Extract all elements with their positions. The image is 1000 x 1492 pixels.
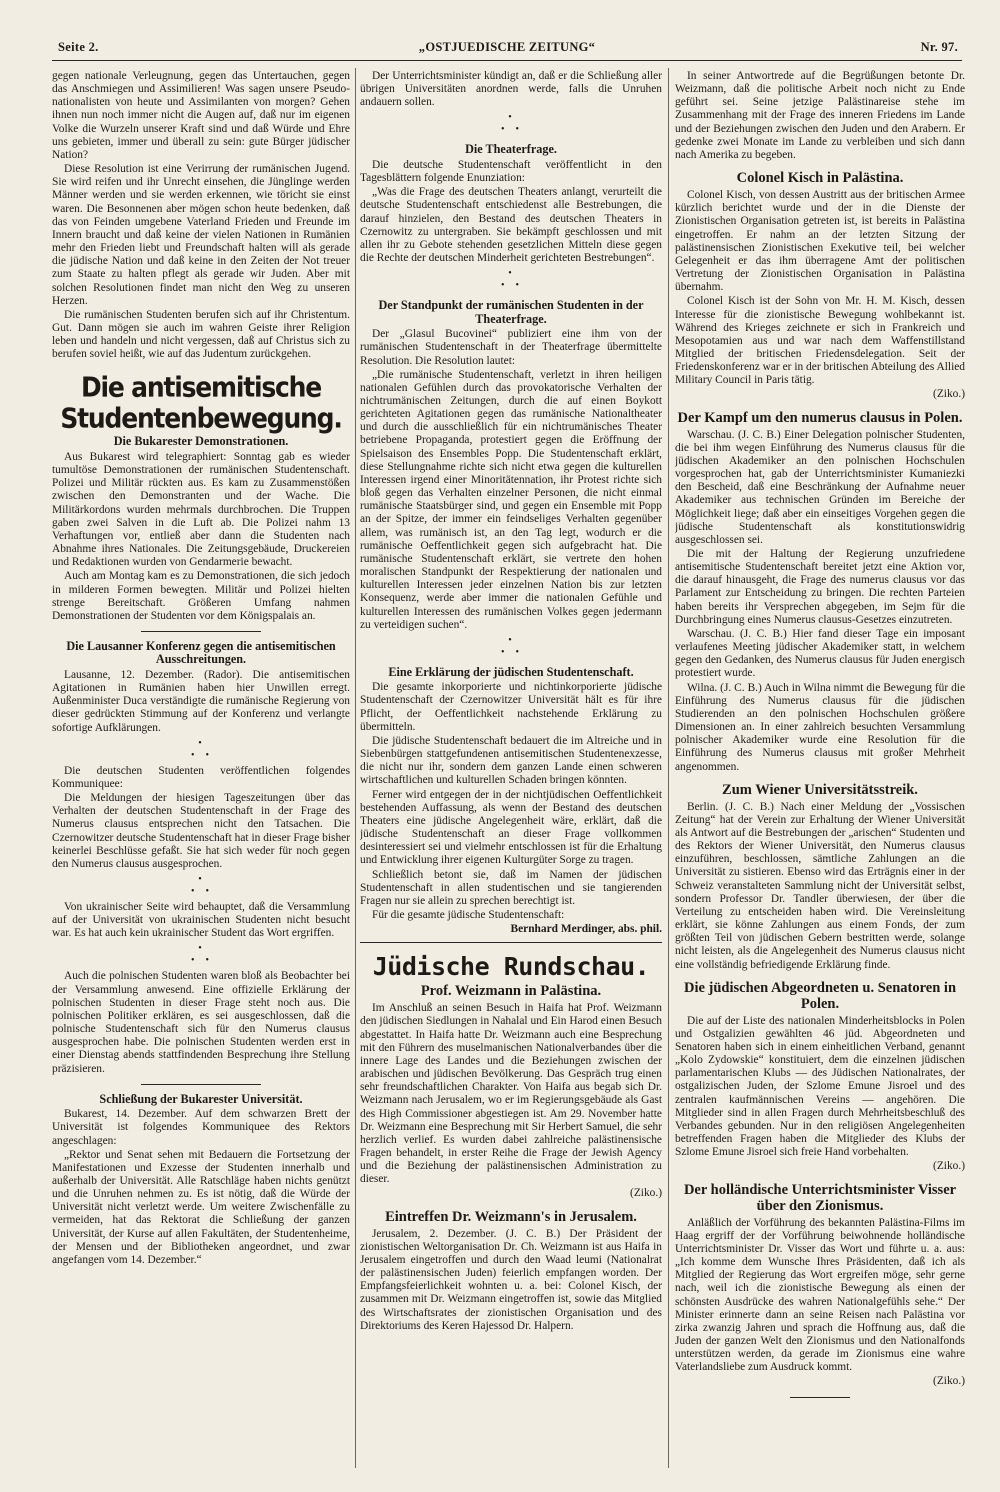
- column-2: [360, 70, 662, 1465]
- column-divider: [355, 68, 356, 1468]
- source-credit: (Ziko.): [933, 1375, 965, 1388]
- separator-rule: [790, 1397, 850, 1398]
- paragraph: Warschau. (J. C. B.) Hier fand dieser Tage ein imposant verlaufenes Meeting jüdischer Akademiker statt, in welchem gegen den Gedanken, des Numerus clausus für Juden energisch protestiert wurde.: [675, 627, 965, 680]
- paragraph: Die deutschen Studenten veröffentlichen folgendes Kommuniquee:: [52, 764, 350, 790]
- section-heading: Die jüdischen Abgeordneten u. Senatoren in Polen.: [683, 979, 957, 1012]
- separator-stars: • • •: [190, 737, 211, 761]
- paragraph: Auch am Montag kam es zu Demonstrationen, die sich jedoch in milderen Formen bewegten. Militär und Polizei hielten strenge Bereitschaft. Größeren Umfang nahmen Demonstrationen der Studenten vor dem Königspalais an.: [52, 570, 350, 622]
- paragraph: Jerusalem, 2. Dezember. (J. C. B.) Der Präsident der zionistischen Weltorganisation Dr. Ch. Weizmann ist aus Haifa in Jerusalem eingetroffen und durch den Waad leumi (Nationalrat der palästinensischen Juden) feierlich empfangen worden. Der Empfangsfeierlichkeit wohnten u. a. bei: Colonel Kisch, der zusammen mit Dr. Weizmann eingetroffen ist, sowie das Mitglied des Wirtschaftsrates der zionistischen Organisation und des Direktoriums des Keren Hajessod Dr. Halpern.: [360, 1227, 662, 1332]
- separator-stars: • • •: [500, 112, 521, 136]
- paragraph: gegen nationale Verleugnung, gegen das Untertauchen, gegen das Anschmiegen und Assimilieren! Was sagen unsere Pseudo-nationalisten von heute und Assimilanten von morgen? Gehen ihnen nun noch immer nicht die Augen auf, daß nur im eigenen Volke die Wurzeln unserer Kraft sind und daß Würde und Ehre uns gebieten, immer und überall zu sein: gute Bürger jüdischer Nation?: [52, 70, 350, 161]
- paragraph: „Was die Frage des deutschen Theaters anlangt, verurteilt die deutsche Studentenschaft entschiedenst alle Bestrebungen, die darauf hinzielen, den Bestand des deutschen Theaters in Czernowitz zu untergraben. Sie bekämpft geschlossen und mit allen ihr zu Gebote stehenden gesetzlichen Mitteln diese gegen die Rechte der deutschen Minderheit gerichteten Bestrebungen“.: [360, 186, 662, 265]
- source-credit: (Ziko.): [630, 1187, 662, 1200]
- paragraph: Schließlich betont sie, daß im Namen der jüdischen Studentenschaft in allen studentischen und sie tangierenden Fragen nur sie allein zu sprechen berechtigt ist.: [360, 868, 662, 907]
- section-heading: Der Standpunkt der rumänischen Studenten in der Theaterfrage.: [378, 298, 644, 326]
- paragraph: Aus Bukarest wird telegraphiert: Sonntag gab es wieder tumultöse Demonstrationen der rumänischen Studentenschaft. Polizei und Militär rückten aus. Es kam zu Zusammenstößen zwischen den Demonstranten und der Wache. Die Militärkordons wurden mehrmals durchbrochen. Die Truppen gaben zwei Salven in die Luft ab. Die Polizei nahm 13 Verhaftungen vor, entließ aber dann die Studenten nach Abnahme ihres Nationales. Die Zeitungsgebäude, Druckereien und Redaktionen wurden von Gendarmerie bewacht.: [52, 450, 350, 569]
- newspaper-title: „OSTJUEDISCHE ZEITUNG“: [418, 40, 596, 54]
- paragraph: Im Anschluß an seinen Besuch in Haifa hat Prof. Weizmann den jüdischen Siedlungen in Nahalal und Ein Harod einen Besuch abgestattet. In Haifa hatte Dr. Weizmann auch eine Besprechung mit den Führern des muselmanischen Nationalverbandes über die innere Lage des Landes und die Beziehungen zwischen der arabischen und jüdischen Bevölkerung. Das Gespräch trug einen sehr freundschaftlichen Charakter. Von Haifa aus begab sich Dr. Weizmann nach Jerusalem, wo er im Regierungsgebäude als Gast des High Commissioner abgestiegen ist. Am 29. November hatte Dr. Weizmann eine Besprechung mit Sir Herbert Samuel, die sehr herzlich verlief. Es wurden dabei zahlreiche palästinensische Fragen behandelt, in erster Reihe die Frage der Jewish Agency und die Beziehung der palästinensischen Administration zu dieser.: [360, 1002, 662, 1186]
- separator-stars: • • •: [500, 268, 521, 292]
- signature: Bernhard Merdinger, abs. phil.: [510, 923, 662, 936]
- paragraph: Der Unterrichtsminister kündigt an, daß er die Schließung aller übrigen Universitäten anordnen werde, falls die Unruhen andauern sollen.: [360, 70, 662, 109]
- column-3: [675, 70, 965, 1465]
- paragraph: Colonel Kisch ist der Sohn von Mr. H. M. Kisch, dessen Interesse für die zionistische Bewegung wohlbekannt ist. Während des Krieges zeichnete er sich in Frankreich und Mesopotamien aus und war nach dem Waffenstillstand Mitglied der britischen Friedensdelegation. Seit der Friedenskonferenz war er in der britischen Abteilung des Allied Military Council in Paris tätig.: [675, 295, 965, 387]
- paragraph: Colonel Kisch, von dessen Austritt aus der britischen Armee kürzlich berichtet wurde und der in die Dienste der Zionistischen Organisation getreten ist, ist bereits in Palästina eingetroffen. Er nahm an der letzten Sitzung der palästinensischen Zionistischen Exekutive teil, bei welcher Gelegenheit er das ihm überragene Amt der politischen Vertretung der Zionistischen Organisation in Palästina übernahm.: [675, 189, 965, 294]
- paragraph: Berlin. (J. C. B.) Nach einer Meldung der „Vossischen Zeitung“ hat der Verein zur Erhaltung der Wiener Universität als Antwort auf die Bestrebungen der „arischen“ Studenten und des Rektors der Wiener Universität, den Numerus clausus einzuführen, beschlossen, sämtliche Zahlungen an die Universität zu sistieren. Ebenso wird das Erträgnis einer in der Schweiz veranstalteten Sammlung nicht der Universität selbst, sondern Professor Dr. Tandler überwiesen, der über die Verteilung zu entscheiden haben wird. Die Vereinsleitung erklärt, sie könne Zahlungen aus einem Fonds, der zum größten Teil von jüdischen Gebern bestritten werde, solange nicht leisten, als die Angelegenheit des Numerus clausus nicht eine vollständig befriedigende Erklärung finde.: [675, 800, 965, 971]
- section-heading: Prof. Weizmann in Palästina.: [420, 983, 602, 1000]
- paragraph: Warschau. (J. C. B.) Einer Delegation polnischer Studenten, die bei ihm wegen Einführung des Numerus clausus für die jüdischen Akademiker an den polnischen Hochschulen vorgesprochen hat, gab der Unterrichtsminister Kumaniezki den Bescheid, daß eine Beschränkung der Aufnahme neuer Akademiker aus technischen Gründen im Bereiche der Möglichkeit liege; daß aber ein einseitiges Vorgehen gegen die jüdische Studentenschaft als konstitutionswidrig ausgeschlossen sei.: [675, 428, 965, 546]
- section-heading: Eine Erklärung der jüdischen Studentenschaft.: [388, 664, 634, 679]
- paragraph: Diese Resolution ist eine Verirrung der rumänischen Jugend. Sie wird reifen und ihr Unrecht einsehen, die Jünglinge werden Männer werden und sie werden erkennen, wie töricht sie einst waren. Die Besonnenen aber mögen schon heute bedenken, daß das von Feinden umgebene Vaterland Frieden und Freunde im Innern braucht und daß keine der vielen Nationen in Rumänien mehr den Frieden liebt und Freundschaft halten will als gerade die jüdische Nation und daß keine in den Zeiten der Not treuer zum Staate zu halten pflegt als gerade wir Juden. Aber mit solchen Resolutionen findet man nicht den Weg zu unseren Herzen.: [52, 163, 350, 307]
- section-heading: Die Lausanner Konferenz gegen die antisemitischen Ausschreitungen.: [66, 638, 336, 667]
- paragraph: Bukarest, 14. Dezember. Auf dem schwarzen Brett der Universität ist folgendes Kommuniquee des Rektors angeschlagen:: [52, 1108, 350, 1147]
- separator-rule: [360, 942, 662, 943]
- separator-stars: • • •: [500, 634, 521, 658]
- paragraph: Die rumänischen Studenten berufen sich auf ihr Christentum. Gut. Dann mögen sie auch im wahren Geiste ihrer Religion leben und handeln und nicht vergessen, daß auf Christus sich zu berufen soviel heißt, wie auf das Judentum zurückgehen.: [52, 308, 350, 361]
- main-headline: Die antisemitische Studentenbewegung.: [60, 370, 342, 435]
- section-heading: Der Kampf um den numerus clausus in Polen.: [677, 409, 963, 426]
- paragraph: Wilna. (J. C. B.) Auch in Wilna nimmt die Bewegung für die Einführung des Numerus clausus für die jüdischen Studierenden an den polnischen Hochschulen größere Dimensionen an. In einer zahlreich besuchten Versammlung polnischer Akademiker wurde eine Resolution für die Einführung des Numerus clausus mit großer Mehrheit angenommen.: [675, 681, 965, 773]
- paragraph: Die jüdische Studentenschaft bedauert die im Altreiche und in Siebenbürgen stattgefundenen antisemitischen Studentenexzesse, die nicht nur ihr, sondern dem ganzen Lande einen schweren wirtschaftlichen und kulturellen Schaden bringen könnten.: [360, 734, 662, 787]
- paragraph: Die gesamte inkorporierte und nichtinkorporierte jüdische Studentenschaft der Czernowitzer Universität hält es für ihre Pflicht, der Oeffentlichkeit nachstehende Erklärung zu übermitteln.: [360, 681, 662, 733]
- section-heading: Die Bukarester Demonstrationen.: [113, 434, 289, 449]
- page-number: Seite 2.: [58, 40, 99, 54]
- paragraph: Für die gesamte jüdische Studentenschaft:: [372, 908, 565, 921]
- paragraph: Ferner wird entgegen der in der nichtjüdischen Oeffentlichkeit bestehenden Auffassung, als wenn der Bestand des deutschen Theaters eine jüdische Angelegenheit wäre, erklärt, daß die jüdische Studentenschaft an dieser Frage vollkommen desinteressiert sei und vielmehr entschlossen ist für die Erhaltung und Entwicklung ihrer eigenen Kulturgüter Sorge zu tragen.: [360, 788, 662, 867]
- paragraph: Auch die polnischen Studenten waren bloß als Beobachter bei der Versammlung anwesend. Eine offizielle Erklärung der polnischen Studenten in dieser Frage steht noch aus. Die polnischen Politiker erklären, es sei ausgeschlossen, daß die polnische Studentenschaft sich für den Numerus clausus ausgesprochen habe. Die polnischen Studenten werden erst in einer Dienstag abends stattfindenden Besprechung ihre Stellung präzisieren.: [52, 970, 350, 1075]
- column-1: [52, 70, 350, 1465]
- paragraph: Anläßlich der Vorführung des bekannten Palästina-Films im Haag ergriff der der Vorführung beiwohnende holländische Unterrichtsminister Dr. Visser das Wort und führte u. a. aus: „Ich komme dem Wunsche Ihres Präsidenten, daß ich als Mitglied der Regierung das Wort ergreifen möge, sehr gerne nach, weil ich die zionistische Bewegung als einen der schönsten Ausdrücke des wahren Nationalgefühls sehe.“ Der Minister erinnerte dann an seine Reisen nach Palästina vor zirka zwanzig Jahren und sprach die Hoffnung aus, daß die Juden der ganzen Welt den Zionismus und den Nationalfonds unterstützen werden, da gerade im Zionismus eine wahre Vaterlandsliebe zum Ausdruck kommt.: [675, 1216, 965, 1374]
- source-credit: (Ziko.): [933, 388, 965, 401]
- source-credit: (Ziko.): [933, 1160, 965, 1173]
- paragraph: Lausanne, 12. Dezember. (Rador). Die antisemitischen Agitationen in Rumänien haben hier Unwillen erregt. Außenminister Duca verständigte die rumänische Regierung von dieser gedrückten Stimmung auf der Konferenz und verlangte sofortige Aufklärungen.: [52, 668, 350, 734]
- separator-rule: [141, 631, 261, 632]
- paragraph: Die auf der Liste des nationalen Minderheitsblocks in Polen und Ostgalizien gewählten 46 jüd. Abgeordneten und Senatoren haben sich in einem einheitlichen Verband, genannt „Kolo Zydowskie“ konstituiert, dem die einzelnen jüdischen parlamentarischen Klubs — des Jüdischen Nationalrates, der ostgalizischen Juden, der Szlome Emune Jisroel und des zentralen kaufmännischen Vereins — angehören. Die Mitglieder sind in allen Fragen durch Mehrheitsbeschluß des Verbandes gebunden. Nur in den religiösen Angelegenheiten betreffenden Fragen haben die Mitglieder des Klubs der Szlome Emune Jisroel sich freie Hand vorbehalten.: [675, 1014, 965, 1159]
- section-heading: Eintreffen Dr. Weizmann's in Jerusalem.: [385, 1208, 637, 1225]
- paragraph: Der „Glasul Bucovinei“ publiziert eine ihm von der rumänischen Studentenschaft in der Theaterfrage übermittelte Resolution. Die Resolution lautet:: [360, 328, 662, 367]
- section-heading: Die Theaterfrage.: [465, 142, 557, 157]
- separator-stars: • • •: [190, 874, 211, 897]
- section-heading: Colonel Kisch in Palästina.: [736, 170, 904, 187]
- section-heading: Der holländische Unterrichtsminister Visser über den Zionismus.: [683, 1181, 957, 1214]
- paragraph: In seiner Antwortrede auf die Begrüßungen betonte Dr. Weizmann, daß die politische Arbeit noch nicht zu Ende geführt sei. Seine jetzige Palästinareise stehe im Zusammenhang mit der Frage des inneren Friedens im Lande und der Beziehungen zwischen den Juden und den Arabern. Er gedenke zwei Monate im Lande zu verbleiben und sich dann nach Amerika zu begeben.: [675, 70, 965, 161]
- paragraph: Von ukrainischer Seite wird behauptet, daß die Versammlung auf der Universität von ukrainischen Studenten nicht besucht war. Es hat auch kein ukrainischer Student das Wort ergriffen.: [52, 901, 350, 940]
- issue-number: Nr. 97.: [920, 40, 958, 54]
- separator-stars: • • •: [190, 943, 211, 967]
- paragraph: Die mit der Haltung der Regierung unzufriedene antisemitische Studentenschaft bereitet jetzt eine Aktion vor, die darauf hinausgeht, die Frage des numerus clausus vor das Parlament zur Entscheidung zu bringen. Die rechten Parteien haben bereits ihr Versprechen abgegeben, im Sejm für die Durchbringung eines Numerus clausus-Gesetzes einzutreten.: [675, 548, 965, 626]
- separator-rule: [141, 1084, 261, 1085]
- paragraph: Die Meldungen der hiesigen Tageszeitungen über das Verhalten der deutschen Studentenschaft in der Frage des Numerus clausus entsprechen nicht den Tatsachen. Die Czernowitzer deutsche Studentenschaft hat in dieser Frage bisher keinerlei Beschlüsse gefaßt. Sie hat sich weder für noch gegen den Numerus clausus ausgesprochen.: [52, 792, 350, 870]
- section-heading: Zum Wiener Universitätsstreik.: [722, 781, 918, 798]
- rundschau-headline: Jüdische Rundschau.: [372, 952, 650, 982]
- paragraph: Die deutsche Studentenschaft veröffentlicht in den Tagesblättern folgende Enunziation:: [360, 158, 662, 185]
- section-heading: Schließung der Bukarester Universität.: [99, 1091, 303, 1106]
- paragraph: „Die rumänische Studentenschaft, verletzt in ihren heiligen nationalen Gefühlen durch das provokatorische Verhalten der nichtrumänischen Zeitungen, durch die auf einen Boykott gerichteten Agitationen gegen das rumänische Nationaltheater und durch die ausschließlich für ein nichtrumänisches Theater betriebene Propaganda, protestiert gegen die Eröffnung der Spielsaison des Ensembles Popp. Die Studentenschaft erklärt, diese Stellungnahme richte sich nicht etwa gegen die kulturellen Interessen irgend einer Minoritätennation, ihr Protest richte sich bloß gegen das Verhalten einzelner Personen, die nicht einmal rumänische Staatsbürger sind, und gegen ein Ensemble mit Popp an der Spitze, der immer ein feindseliges Verhalten gegenüber allem, was rumänisch ist, an den Tag legt, wodurch er die rumänische Oeffentlichkeit gegen sich aufgebracht hat. Die rumänische Studentenschaft erklärt, sie vertrete den hohen moralischen Standpunkt der Respektierung der nationalen und kulturellen Interessen jeder einzelnen Nation bis zur letzten Konsequenz, werde aber immer die nationalen Gefühle und kulturellen Interessen des rumänischen Volkes gegen jedermann zu verteidigen suchen“.: [360, 368, 662, 631]
- column-divider: [668, 68, 669, 1468]
- paragraph: „Rektor und Senat sehen mit Bedauern die Fortsetzung der Manifestationen und Exzesse der Studenten innerhalb und außerhalb der Universität. Alle Ratschläge haben nichts genützt und die Unruhen nehmen zu. Es ist nötig, daß die Würde der Universität nicht verletzt werde. Um weitere Zwischenfälle zu vermeiden, hat das Rektorat die Schließung der ganzen Universität, der Kurse auf allen Fakultäten, der Studentenheime, der Mensen und der Bibliotheken angeordnet, und zwar angefangen vom 14. Dezember.“: [52, 1148, 350, 1266]
- page-header: [52, 38, 962, 61]
